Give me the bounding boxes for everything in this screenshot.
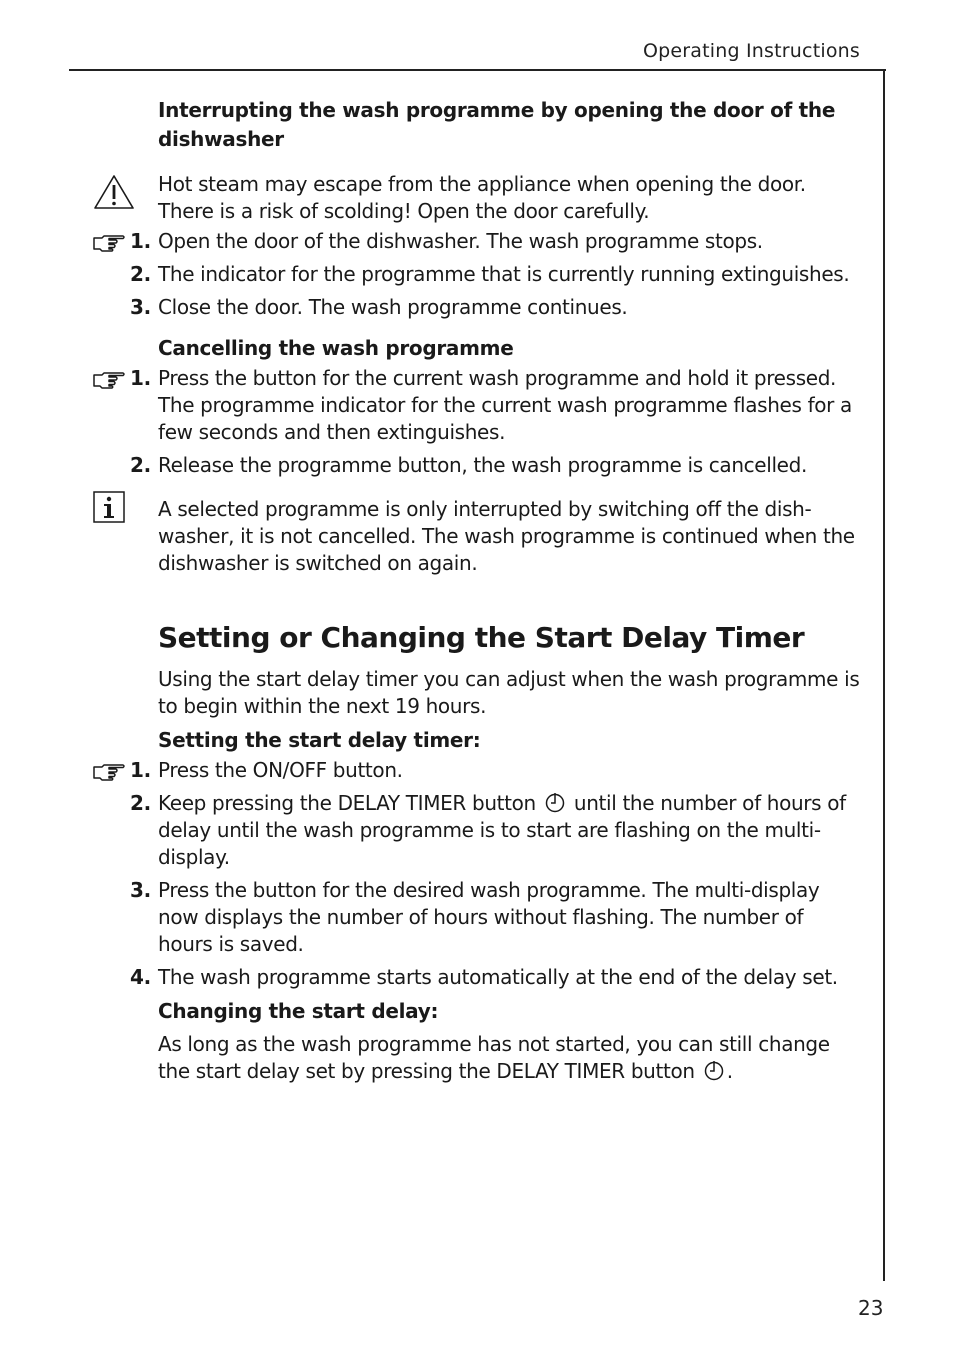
step-text (158, 790, 863, 871)
interrupt-step (130, 294, 863, 321)
step-text: Close the door. The wash programme continues. (158, 295, 628, 319)
step-text: The wash programme starts automatically at the end of the delay set. (158, 965, 838, 989)
step-number: 4. (130, 965, 151, 989)
delay-step (130, 790, 863, 871)
delay-timer-clock-icon (703, 1059, 725, 1081)
cancel-heading: Cancelling the wash programme (158, 336, 514, 360)
delay-timer-clock-icon (544, 791, 566, 813)
header-rule (69, 69, 886, 71)
delay-step (130, 877, 863, 958)
delay-step (130, 757, 863, 784)
warning-note (158, 171, 863, 225)
info-text: A selected programme is only interrupted by switching off the dish-washer, it is not cancelled. The wash programme is continued when the dishwasher is switched on again. (158, 497, 855, 575)
step-number: 1. (130, 366, 151, 390)
step-text-start: Keep pressing the DELAY TIMER button (158, 791, 536, 815)
step-number: 1. (130, 758, 151, 782)
step-text: The indicator for the programme that is currently running extinguishes. (158, 262, 850, 286)
step-number: 1. (130, 229, 151, 253)
side-rule (883, 69, 885, 1281)
interrupt-step (130, 261, 863, 288)
step-number: 3. (130, 295, 151, 319)
section-title: Setting or Changing the Start Delay Timer (158, 621, 805, 654)
step-text: Release the programme button, the wash programme is cancelled. (158, 453, 807, 477)
delay-step (130, 964, 863, 991)
step-number: 2. (130, 453, 151, 477)
interrupt-heading: Interrupting the wash programme by opening the door of the dishwasher (158, 98, 836, 151)
info-icon (92, 490, 126, 524)
changing-text (158, 1031, 863, 1085)
changing-heading: Changing the start delay: (158, 999, 439, 1023)
interrupt-step (130, 228, 863, 255)
step-text: Press the ON/OFF button. (158, 758, 403, 782)
step-text: Press the button for the desired wash programme. The multi-display now displays the number of hours without flashing. The number of hours is saved. (158, 878, 820, 956)
changing-text-start: As long as the wash programme has not started, you can still change the start delay set by pressing the DELAY TIMER button (158, 1032, 830, 1083)
step-text: Press the button for the current wash programme and hold it pressed. The programme indicator for the current wash programme flashes for a few seconds and then extinguishes. (158, 366, 852, 444)
cancel-step (130, 365, 863, 446)
pointing-hand-icon (92, 759, 126, 781)
delay-intro: Using the start delay timer you can adjust when the wash programme is to begin within the next 19 hours. (158, 667, 860, 718)
step-number: 2. (130, 262, 151, 286)
step-number: 3. (130, 878, 151, 902)
page-number: 23 (858, 1296, 884, 1320)
warning-text: Hot steam may escape from the appliance when opening the door. There is a risk of scolding! Open the door carefully. (158, 172, 806, 223)
pointing-hand-icon (92, 230, 126, 252)
setting-heading: Setting the start delay timer: (158, 728, 481, 752)
step-text-end: until the number of hours of delay until the wash programme is to start are flashing on the multi-display. (158, 791, 846, 869)
page-content (130, 96, 863, 1085)
changing-text-end: . (726, 1059, 733, 1083)
info-note (158, 496, 863, 577)
cancel-step (130, 452, 863, 479)
step-number: 2. (130, 791, 151, 815)
warning-triangle-icon (92, 173, 136, 211)
pointing-hand-icon (92, 367, 126, 389)
running-header: Operating Instructions (642, 40, 860, 62)
step-text: Open the door of the dishwasher. The wash programme stops. (158, 229, 763, 253)
